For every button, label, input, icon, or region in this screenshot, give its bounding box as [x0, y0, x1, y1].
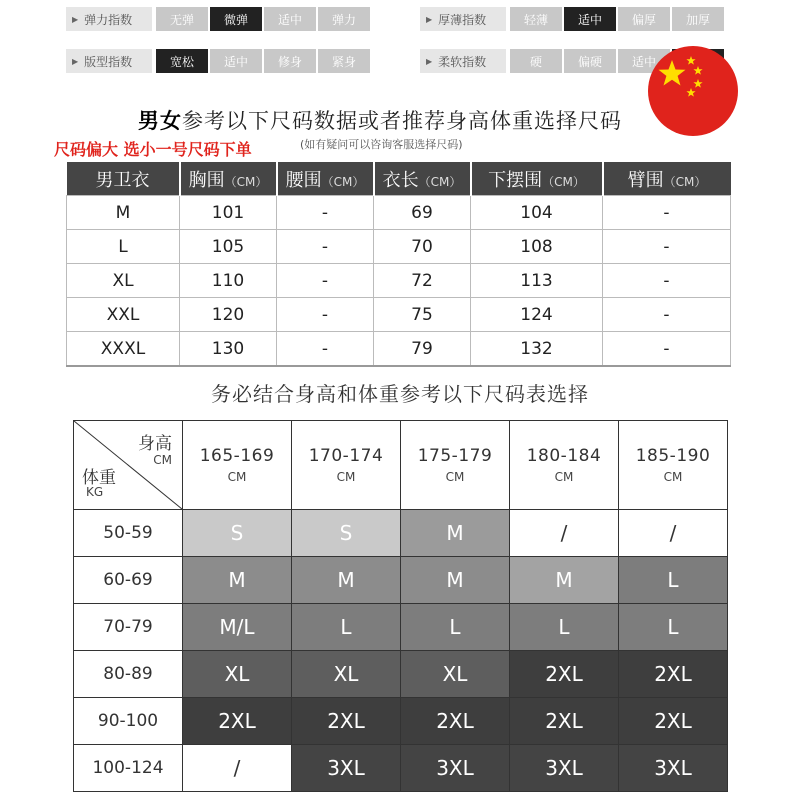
size-cell: M: [183, 557, 292, 604]
attr-option-selected: 适中: [564, 7, 616, 31]
height-range-cell: 175-179 CM: [401, 421, 510, 510]
weight-cell: 80-89: [74, 651, 183, 698]
recommend-header: [74, 421, 728, 510]
small-star: [693, 79, 702, 88]
header-cell: 男卫衣: [67, 162, 180, 196]
table-cell: -: [603, 298, 731, 332]
table-cell: XXXL: [67, 332, 180, 367]
table-cell: 124: [471, 298, 603, 332]
attr-option: 偏硬: [564, 49, 616, 73]
size-cell: L: [619, 557, 728, 604]
attr-softness-label: ▶ 柔软指数: [420, 49, 506, 73]
table-cell: -: [277, 298, 374, 332]
table-cell: 72: [374, 264, 471, 298]
attr-option: 适中: [618, 49, 670, 73]
size-cell: 2XL: [619, 698, 728, 745]
size-cell: 2XL: [510, 698, 619, 745]
table-cell: M: [67, 196, 180, 230]
table-cell: 105: [180, 230, 277, 264]
table-cell: 113: [471, 264, 603, 298]
attr-fit-label: ▶ 版型指数: [66, 49, 152, 73]
attr-elasticity: [66, 7, 372, 31]
table-cell: 130: [180, 332, 277, 367]
attr-option: 加厚: [672, 7, 724, 31]
table-cell: 69: [374, 196, 471, 230]
table-row: [67, 298, 731, 332]
table-row: [74, 510, 728, 557]
small-star: [693, 66, 702, 75]
table-row: [67, 332, 731, 367]
table-row: [74, 557, 728, 604]
page-heading: 男女参考以下尺码数据或者推荐身高体重选择尺码: [138, 109, 622, 133]
table-cell: 104: [471, 196, 603, 230]
table-cell: -: [277, 264, 374, 298]
size-cell: XL: [292, 651, 401, 698]
size-cell: /: [510, 510, 619, 557]
recommend-title: 务必结合身高和体重参考以下尺码表选择: [211, 382, 589, 406]
height-range-cell: 180-184 CM: [510, 421, 619, 510]
size-cell: XL: [401, 651, 510, 698]
size-cell: S: [183, 510, 292, 557]
small-star: [686, 56, 695, 65]
triangle-icon: ▶: [72, 56, 79, 66]
table-cell: 70: [374, 230, 471, 264]
attr-option-selected: 宽松: [156, 49, 208, 73]
size-cell: 2XL: [183, 698, 292, 745]
table-cell: -: [277, 230, 374, 264]
size-cell: M/L: [183, 604, 292, 651]
size-cell: L: [619, 604, 728, 651]
weight-label: 体重: [82, 468, 116, 488]
attr-option: 紧身: [318, 49, 370, 73]
weight-cell: 90-100: [74, 698, 183, 745]
header-cell: 胸围（CM）: [180, 162, 277, 196]
table-row: [67, 264, 731, 298]
weight-unit: KG: [86, 485, 104, 499]
triangle-icon: ▶: [426, 14, 433, 24]
size-cell: /: [183, 745, 292, 792]
weight-cell: 70-79: [74, 604, 183, 651]
table-cell: 79: [374, 332, 471, 367]
size-table-header: [67, 162, 731, 196]
header-cell: 腰围（CM）: [277, 162, 374, 196]
size-cell: M: [292, 557, 401, 604]
height-label: 身高: [138, 434, 172, 454]
table-cell: XL: [67, 264, 180, 298]
size-cell: 3XL: [510, 745, 619, 792]
attr-option: 适中: [210, 49, 262, 73]
size-cell: /: [619, 510, 728, 557]
attr-fit: [66, 49, 372, 73]
table-row: [74, 698, 728, 745]
table-cell: 75: [374, 298, 471, 332]
size-cell: L: [292, 604, 401, 651]
attr-option: 弹力: [318, 7, 370, 31]
size-table: [66, 162, 731, 367]
triangle-icon: ▶: [426, 56, 433, 66]
size-cell: L: [401, 604, 510, 651]
weight-cell: 50-59: [74, 510, 183, 557]
table-row: [74, 651, 728, 698]
weight-cell: 100-124: [74, 745, 183, 792]
size-cell: M: [401, 510, 510, 557]
header-cell: 下摆围（CM）: [471, 162, 603, 196]
table-cell: -: [603, 332, 731, 367]
triangle-icon: ▶: [72, 14, 79, 24]
table-row: [67, 196, 731, 230]
table-cell: 101: [180, 196, 277, 230]
size-cell: 2XL: [619, 651, 728, 698]
big-star: [659, 60, 686, 86]
attr-option: 硬: [510, 49, 562, 73]
table-cell: -: [277, 332, 374, 367]
consult-note: (如有疑问可以咨询客服选择尺码): [300, 138, 463, 151]
table-cell: L: [67, 230, 180, 264]
attr-option: 偏厚: [618, 7, 670, 31]
table-cell: 132: [471, 332, 603, 367]
attr-option: 无弹: [156, 7, 208, 31]
height-range-cell: 165-169 CM: [183, 421, 292, 510]
china-flag-icon: [648, 46, 738, 136]
attr-thickness: [420, 7, 726, 31]
size-cell: 2XL: [292, 698, 401, 745]
size-cell: 2XL: [401, 698, 510, 745]
table-row: [74, 745, 728, 792]
weight-cell: 60-69: [74, 557, 183, 604]
small-star: [686, 88, 695, 97]
attr-option: 修身: [264, 49, 316, 73]
size-cell: S: [292, 510, 401, 557]
header-cell: 衣长（CM）: [374, 162, 471, 196]
table-row: [67, 230, 731, 264]
header-cell: 臂围（CM）: [603, 162, 731, 196]
size-cell: L: [510, 604, 619, 651]
table-cell: 120: [180, 298, 277, 332]
table-row: [74, 604, 728, 651]
corner-cell: [74, 421, 183, 510]
attr-elasticity-label: ▶ 弹力指数: [66, 7, 152, 31]
table-cell: -: [603, 196, 731, 230]
size-cell: 3XL: [401, 745, 510, 792]
size-cell: M: [401, 557, 510, 604]
attr-thickness-label: ▶ 厚薄指数: [420, 7, 506, 31]
attr-option: 轻薄: [510, 7, 562, 31]
size-cell: M: [510, 557, 619, 604]
table-cell: -: [277, 196, 374, 230]
height-range-cell: 170-174 CM: [292, 421, 401, 510]
size-cell: 2XL: [510, 651, 619, 698]
table-cell: -: [603, 264, 731, 298]
table-cell: 108: [471, 230, 603, 264]
size-cell: XL: [183, 651, 292, 698]
height-unit: CM: [153, 453, 172, 467]
size-cell: 3XL: [292, 745, 401, 792]
size-cell: 3XL: [619, 745, 728, 792]
height-range-cell: 185-190 CM: [619, 421, 728, 510]
table-cell: 110: [180, 264, 277, 298]
flag-stars: [648, 46, 738, 136]
table-cell: -: [603, 230, 731, 264]
recommend-table: [73, 420, 728, 792]
attr-option-selected: 微弹: [210, 7, 262, 31]
table-cell: XXL: [67, 298, 180, 332]
size-warning: 尺码偏大 选小一号尺码下单: [54, 140, 252, 159]
attr-option: 适中: [264, 7, 316, 31]
